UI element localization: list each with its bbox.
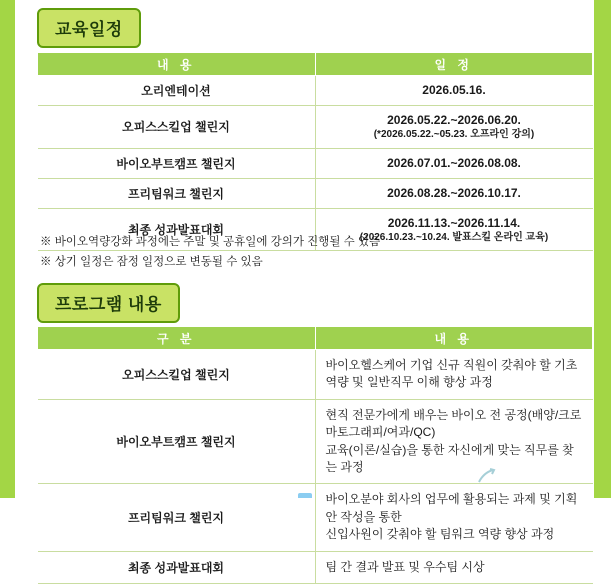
right-decorative-bar [594, 0, 611, 498]
program-row-value [315, 551, 593, 583]
schedule-note-1: ※ 바이오역량강화 과정에는 주말 및 공휴일에 강의가 진행될 수 있음 [40, 236, 381, 248]
program-row-value [315, 399, 593, 484]
program-col-category: 구 분 [38, 327, 316, 350]
table-header-row [38, 53, 593, 76]
program-row-line: 바이오헬스케어 기업 신규 직원이 갖춰야 할 기초 역량 및 일반직무 이해 향상 과정 [325, 358, 578, 390]
schedule-row-value [315, 106, 593, 149]
program-row-label: 최종 성과발표대회 [38, 551, 316, 583]
left-decorative-bar [0, 0, 15, 498]
schedule-row-note: (2026.10.23.~10.24. 발표스킬 온라인 교육) [359, 231, 549, 243]
table-row [38, 76, 593, 106]
schedule-table [37, 52, 593, 251]
document-content [15, 0, 594, 575]
schedule-table-head [38, 53, 593, 76]
table-row [38, 551, 593, 583]
table-row [38, 178, 593, 208]
program-row-value [315, 484, 593, 551]
program-row-label: 바이오부트캠프 챌린지 [38, 399, 316, 484]
program-row-line: 팀 간 결과 발표 및 우수팀 시상 [325, 559, 485, 574]
schedule-col-date: 일 정 [315, 53, 593, 76]
schedule-row-value [315, 178, 593, 208]
schedule-notes [40, 232, 380, 272]
table-header-row [38, 327, 593, 350]
program-row-label: 프리팀워크 챌린지 [38, 484, 316, 551]
program-table-body [38, 350, 593, 584]
program-heading: 프로그램 내용 [37, 283, 180, 323]
program-heading-wrap [37, 283, 180, 323]
schedule-table-body [38, 76, 593, 251]
program-row-label: 오피스스킬업 챌린지 [38, 350, 316, 400]
schedule-row-label: 프리팀워크 챌린지 [38, 178, 316, 208]
schedule-heading: 교육일정 [37, 8, 141, 48]
schedule-row-date: 2026.05.22.~2026.06.20. [387, 113, 521, 127]
schedule-row-label: 최종 성과발표대회 [38, 208, 316, 251]
schedule-row-note: (*2026.05.22.~05.23. 오프라인 강의) [373, 129, 535, 141]
bottom-decorative-mark [298, 493, 312, 498]
program-row-line: 교육(이론/실습)을 통한 자신에게 맞는 직무를 찾는 과정 [325, 442, 574, 474]
table-row [38, 399, 593, 484]
table-row [38, 350, 593, 400]
table-row [38, 148, 593, 178]
table-row [38, 484, 593, 551]
schedule-col-content: 내 용 [38, 53, 316, 76]
schedule-row-value [315, 148, 593, 178]
schedule-row-date: 2026.11.13.~2026.11.14. [387, 215, 521, 230]
schedule-row-date: 2026.05.16. [422, 83, 486, 98]
schedule-note-2: ※ 상기 일정은 잠정 일정으로 변동될 수 있음 [40, 256, 263, 269]
schedule-row-value [315, 76, 593, 106]
program-row-line: 바이오분야 회사의 업무에 활용되는 과제 및 기획안 작성을 통한 [325, 492, 578, 524]
program-row-value [315, 350, 593, 400]
schedule-row-date: 2026.07.01.~2026.08.08. [387, 156, 521, 171]
schedule-row-label: 오피스스킬업 챌린지 [38, 106, 316, 149]
program-row-line: 현직 전문가에게 배우는 바이오 전 공정(배양/크로마토그래피/여과/QC) [325, 407, 582, 440]
schedule-heading-wrap [37, 8, 141, 48]
program-col-content: 내 용 [315, 327, 593, 350]
program-table-head [38, 327, 593, 350]
stamp-mark-icon [476, 466, 498, 486]
program-row-line: 신입사원이 갖춰야 할 팀워크 역량 향상 과정 [325, 527, 555, 542]
program-table [37, 326, 593, 584]
schedule-row-label: 바이오부트캠프 챌린지 [38, 148, 316, 178]
table-row [38, 106, 593, 149]
schedule-row-label: 오리엔테이션 [38, 76, 316, 106]
schedule-row-date: 2026.08.28.~2026.10.17. [387, 186, 521, 201]
